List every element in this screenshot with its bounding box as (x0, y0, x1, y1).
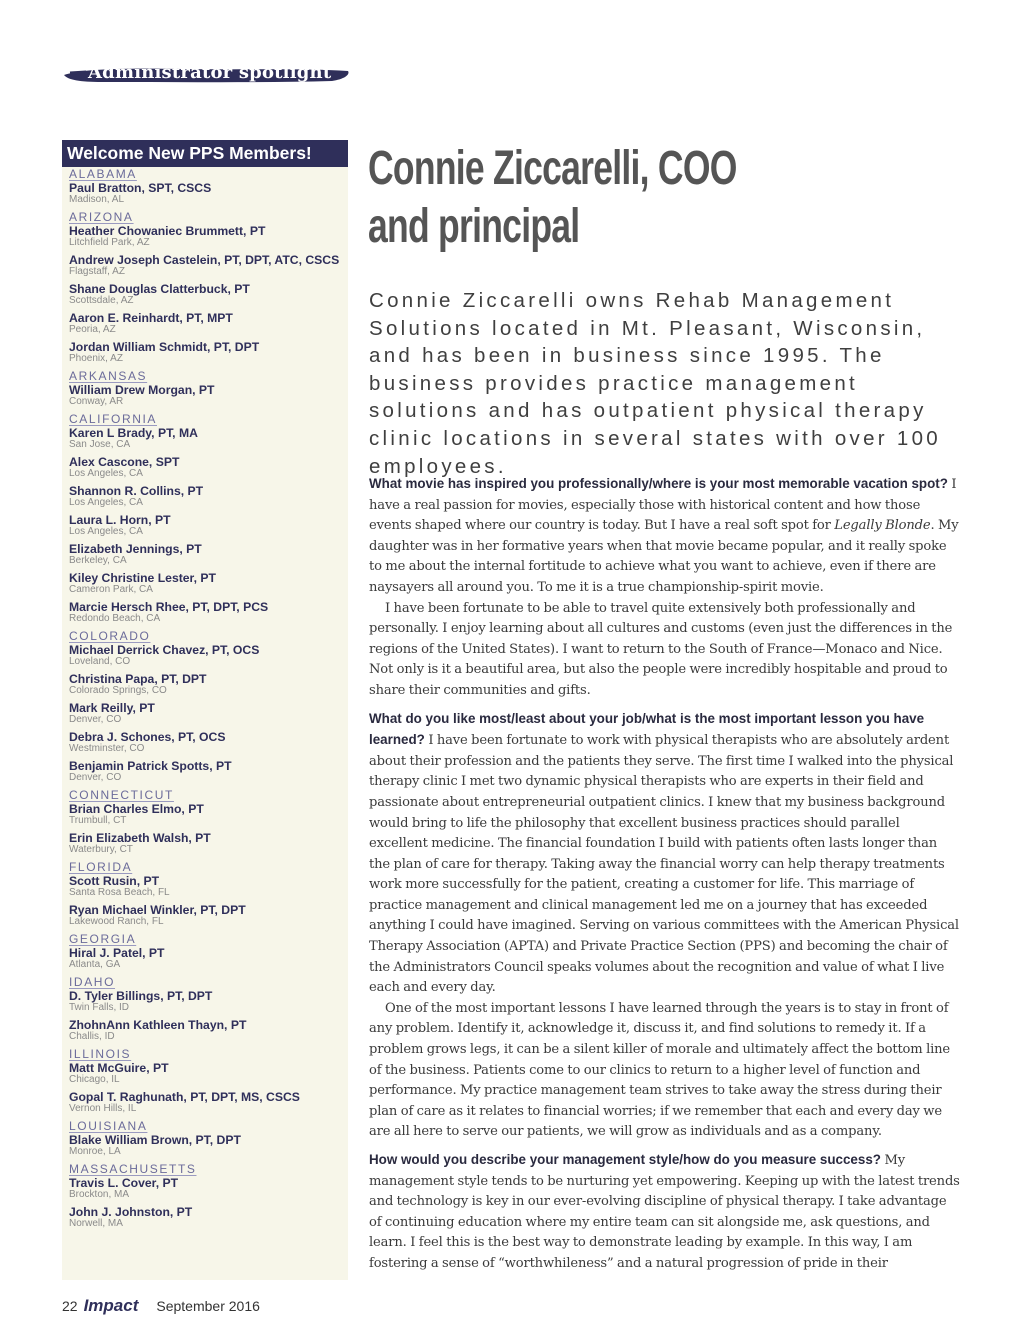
member-name: Travis L. Cover, PT (69, 1176, 179, 1190)
page-footer (62, 1296, 260, 1316)
member-entry (69, 1091, 348, 1114)
article-paragraph: One of the most important lessons I have learned through the years is to stay in front of any problem. Identify it, acknowledge it, discuss it, and find solutions to remedy it. If a problem grows legs, it can be a silent killer of morale and ultimately affect the bottom line of the business. Patients come to our clinics to return to a higher level of function and performance. My practice management team strives to take away the stress during their plan of care as it relates to financial worries; if we remember that each and every day we are all here to serve our patients, we will grow as individuals and as a company. (369, 1000, 951, 1140)
member-location: Norwell, MA (69, 1218, 123, 1229)
member-name: Aaron E. Reinhardt, PT, MPT (69, 311, 233, 325)
member-name: Shannon R. Collins, PT (69, 484, 204, 498)
member-location: Santa Rosa Beach, FL (69, 887, 170, 898)
member-entry (69, 990, 348, 1013)
member-entry (69, 1062, 348, 1085)
member-location: Cameron Park, CA (69, 584, 153, 595)
sidebar-title: Welcome New PPS Members! (62, 140, 348, 167)
member-entry (69, 485, 348, 508)
member-entry (69, 947, 348, 970)
member-name: Michael Derrick Chavez, PT, OCS (69, 643, 260, 657)
member-entry (69, 1019, 348, 1042)
member-name: Hiral J. Patel, PT (69, 946, 165, 960)
member-location: Madison, AL (69, 194, 125, 205)
member-location: Brockton, MA (69, 1189, 130, 1200)
magazine-name: Impact (83, 1296, 139, 1315)
member-entry (69, 904, 348, 927)
member-name: Brian Charles Elmo, PT (69, 802, 204, 816)
member-name: Elizabeth Jennings, PT (69, 542, 202, 556)
section-tag-label: Administrator spotlight (88, 62, 332, 83)
member-location: Atlanta, GA (69, 959, 121, 970)
page-number: 22 (62, 1298, 78, 1314)
member-name: Alex Cascone, SPT (69, 455, 180, 469)
member-entry (69, 803, 348, 826)
member-location: Monroe, LA (69, 1146, 121, 1157)
member-name: Christina Papa, PT, DPT (69, 672, 207, 686)
member-entry (69, 254, 348, 277)
member-entry (69, 514, 348, 537)
article-body (369, 474, 961, 1275)
member-entry (69, 225, 348, 248)
state-heading: IDAHO (69, 975, 116, 989)
answer-paragraph: What do you like most/least about your job/what is the most important lesson you have learned? I have been fortunate to work with physical therapists who are absolutely ardent about their profession and the patients they serve. The first time I walked into the physical therapy clinic I met two dynamic physical therapists who are experts in their field and passionate about entrepreneurial outpatient clinics. I knew that my business background would bring to life the philosophy that excellent business practices should parallel excellent medicine. The financial foundation I build with patients often lasts longer than the plan of care for therapy. Taking away the financial worry can help therapy treatments work more successfully for the patient, creating a customer for life. This marriage of practice management and clinical management led me on a journey that has exceeded anything I could have imagined. Serving on various committees with the American Physical Therapy Association (APTA) and Private Practice Section (PPS) and becoming the chair of the Administrators Council speaks volumes about the recognition and value of what I live each and every day. (369, 710, 959, 996)
member-location: Denver, CO (69, 714, 122, 725)
member-name: Kiley Christine Lester, PT (69, 571, 216, 585)
member-location: San Jose, CA (69, 439, 131, 450)
member-name: John J. Johnston, PT (69, 1205, 193, 1219)
member-name: Mark Reilly, PT (69, 701, 155, 715)
member-entry (69, 456, 348, 479)
state-heading: ARKANSAS (69, 369, 148, 383)
member-name: Matt McGuire, PT (69, 1061, 169, 1075)
member-entry (69, 1134, 348, 1157)
member-entry (69, 832, 348, 855)
member-name: Shane Douglas Clatterbuck, PT (69, 282, 250, 296)
member-location: Trumbull, CT (69, 815, 127, 826)
member-location: Waterbury, CT (69, 844, 133, 855)
member-name: Blake William Brown, PT, DPT (69, 1133, 241, 1147)
member-entry (69, 644, 348, 667)
member-name: Jordan William Schmidt, PT, DPT (69, 340, 260, 354)
member-name: Scott Rusin, PT (69, 874, 160, 888)
member-location: Redondo Beach, CA (69, 613, 161, 624)
member-entry (69, 384, 348, 407)
member-location: Lakewood Ranch, FL (69, 916, 164, 927)
members-list (62, 168, 348, 1229)
member-name: Paul Bratton, SPT, CSCS (69, 181, 212, 195)
new-members-sidebar (62, 140, 348, 1280)
state-heading: MASSACHUSETTS (69, 1162, 197, 1176)
member-location: Conway, AR (69, 396, 124, 407)
state-heading: ALABAMA (69, 167, 137, 181)
member-name: Gopal T. Raghunath, PT, DPT, MS, CSCS (69, 1090, 300, 1104)
member-location: Colorado Springs, CO (69, 685, 167, 696)
member-location: Twin Falls, ID (69, 1002, 130, 1013)
member-location: Los Angeles, CA (69, 497, 143, 508)
member-entry (69, 427, 348, 450)
member-entry (69, 702, 348, 725)
member-location: Westminster, CO (69, 743, 145, 754)
member-name: William Drew Morgan, PT (69, 383, 215, 397)
state-heading: FLORIDA (69, 860, 133, 874)
member-location: Phoenix, AZ (69, 353, 123, 364)
member-entry (69, 673, 348, 696)
member-name: Erin Elizabeth Walsh, PT (69, 831, 211, 845)
member-name: Ryan Michael Winkler, PT, DPT (69, 903, 246, 917)
member-name: Marcie Hersch Rhee, PT, DPT, PCS (69, 600, 269, 614)
question-heading: What do you like most/least about your job/what is the most important lesson you have learned? (369, 710, 925, 748)
article-headline (368, 140, 812, 256)
member-location: Berkeley, CA (69, 555, 127, 566)
state-heading: GEORGIA (69, 932, 137, 946)
member-location: Scottsdale, AZ (69, 295, 134, 306)
question-heading: What movie has inspired you professionally/where is your most memorable vacation spot? (369, 476, 948, 491)
question-heading: How would you describe your management style/how do you measure success? (369, 1152, 881, 1167)
article-paragraph: I have been fortunate to be able to travel quite extensively both professionally and personally. I enjoy learning about all cultures and customs (even just the differences in the regions of the United States). I want to return to the South of France—Monaco and Nice. Not only is it a beautiful area, but also the people were incredibly hospitable and proud to share their communities and gifts. (369, 600, 953, 698)
member-location: Flagstaff, AZ (69, 266, 125, 277)
state-heading: COLORADO (69, 629, 151, 643)
member-entry (69, 543, 348, 566)
member-location: Vernon Hills, IL (69, 1103, 137, 1114)
answer-paragraph: What movie has inspired you professionally/where is your most memorable vacation spot? I have a real passion for movies, especially those with historical content and how those events shaped where our country is today. But I have a real soft spot for Legally Blonde. My daughter was in her formative years when that movie became popular, and it really spoke to me about the internal fortitude to achieve what you want to achieve, even if there are naysayers all around you. To me it is a true championship-spirit movie. (369, 476, 959, 595)
member-entry (69, 1206, 348, 1229)
member-entry (69, 283, 348, 306)
section-tag (62, 60, 350, 88)
member-entry (69, 875, 348, 898)
member-name: Heather Chowaniec Brummett, PT (69, 224, 266, 238)
answer-paragraph: How would you describe your management style/how do you measure success? My management style tends to be nurturing yet empowering. Keeping up with the latest trends and technology is key in our ever-evolving discipline of physical therapy. I take advantage of continuing education where my entire team can sit alongside me, ask questions, and learn. I feel this is the best way to demonstrate leading by example. In this way, I am fostering a sense of “worthwhileness” and a natural progression of pride in their (369, 1152, 960, 1271)
member-location: Los Angeles, CA (69, 468, 143, 479)
member-entry (69, 572, 348, 595)
state-heading: CONNECTICUT (69, 788, 174, 802)
headline-line-2: and principal (368, 200, 580, 253)
member-location: Litchfield Park, AZ (69, 237, 150, 248)
member-name: D. Tyler Billings, PT, DPT (69, 989, 213, 1003)
member-name: Karen L Brady, PT, MA (69, 426, 198, 440)
member-entry (69, 341, 348, 364)
member-entry (69, 760, 348, 783)
member-location: Chicago, IL (69, 1074, 120, 1085)
article-intro: Connie Ziccarelli owns Rehab Management Solutions located in Mt. Pleasant, Wisconsin, and has been in business since 1995. The business provides practice management solutions and has outpatient physical therapy clinic locations in several states with over 100 employees. (369, 289, 942, 478)
member-name: Debra J. Schones, PT, OCS (69, 730, 226, 744)
member-name: ZhohnAnn Kathleen Thayn, PT (69, 1018, 247, 1032)
member-location: Peoria, AZ (69, 324, 116, 335)
member-location: Challis, ID (69, 1031, 115, 1042)
state-heading: ARIZONA (69, 210, 134, 224)
member-name: Andrew Joseph Castelein, PT, DPT, ATC, CSCS (69, 253, 340, 267)
member-entry (69, 182, 348, 205)
state-heading: CALIFORNIA (69, 412, 158, 426)
member-name: Benjamin Patrick Spotts, PT (69, 759, 232, 773)
movie-title: Legally Blonde (834, 518, 931, 534)
state-heading: LOUISIANA (69, 1119, 148, 1133)
member-location: Loveland, CO (69, 656, 131, 667)
member-name: Laura L. Horn, PT (69, 513, 171, 527)
state-heading: ILLINOIS (69, 1047, 132, 1061)
member-entry (69, 312, 348, 335)
member-entry (69, 601, 348, 624)
member-location: Denver, CO (69, 772, 122, 783)
headline-line-1: Connie Ziccarelli, COO (368, 142, 737, 195)
member-entry (69, 1177, 348, 1200)
member-entry (69, 731, 348, 754)
issue-date: September 2016 (156, 1298, 260, 1314)
member-location: Los Angeles, CA (69, 526, 143, 537)
